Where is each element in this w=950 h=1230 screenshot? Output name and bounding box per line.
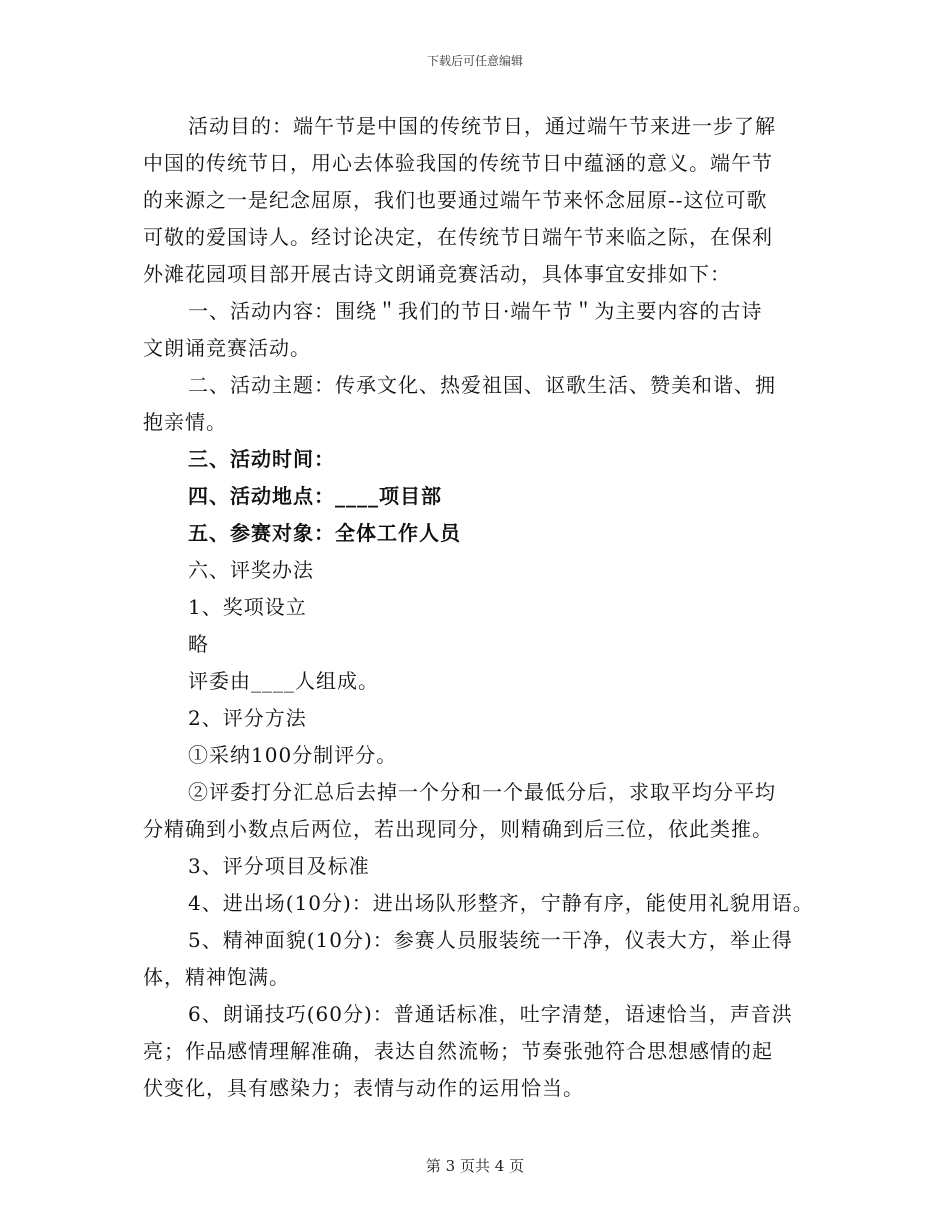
page-header: 下载后可任意编辑 [426, 54, 523, 68]
text-line: 三、活动时间： [188, 447, 335, 471]
text-line: 伏变化，具有感染力；表情与动作的运用恰当。 [143, 1076, 584, 1100]
text-line: 五、参赛对象：全体工作人员 [188, 521, 461, 545]
text-line: 亮；作品感情理解准确，表达自然流畅；节奏张弛符合思想感情的起 [143, 1039, 773, 1063]
text-line: 5、精神面貌(10分)：参赛人员服装统一干净，仪表大方，举止得 [188, 928, 793, 952]
text-line: ①采纳100分制评分。 [188, 743, 398, 767]
text-line: 体，精神饱满。 [143, 965, 290, 989]
text-line: ②评委打分汇总后去掉一个分和一个最低分后，求取平均分平均 [188, 780, 776, 804]
text-line: 可敬的爱国诗人。经讨论决定，在传统节日端午节来临之际，在保利 [143, 225, 773, 249]
text-line: 活动目的：端午节是中国的传统节日，通过端午节来进一步了解 [188, 114, 776, 138]
text-line: 的来源之一是纪念屈原，我们也要通过端午节来怀念屈原--这位可歌 [143, 188, 768, 212]
text-line: 分精确到小数点后两位，若出现同分，则精确到后三位，依此类推。 [143, 817, 773, 841]
text-line: 6、朗诵技巧(60分)：普通话标准，吐字清楚，语速恰当，声音洪 [188, 1002, 793, 1026]
text-line: 二、活动主题：传承文化、热爱祖国、讴歌生活、赞美和谐、拥 [188, 373, 776, 397]
text-line: 文朗诵竞赛活动。 [143, 336, 311, 360]
text-line: 外滩花园项目部开展古诗文朗诵竞赛活动，具体事宜安排如下： [143, 262, 731, 286]
document-body [143, 108, 814, 1107]
text-line: 略 [188, 632, 209, 656]
text-line: 3、评分项目及标准 [188, 854, 370, 878]
text-line: 四、活动地点：____项目部 [188, 484, 442, 508]
text-line: 一、活动内容：围绕＂我们的节日·端午节＂为主要内容的古诗 [188, 299, 763, 323]
text-line: 抱亲情。 [143, 410, 227, 434]
text-line: 中国的传统节日，用心去体验我国的传统节日中蕴涵的意义。端午节 [143, 151, 773, 175]
text-line: 2、评分方法 [188, 706, 307, 730]
text-line: 评委由____人组成。 [188, 669, 379, 693]
text-line: 1、奖项设立 [188, 595, 307, 619]
page-footer: 第 3 页共 4 页 [425, 1157, 525, 1175]
text-line: 六、评奖办法 [188, 558, 314, 582]
text-line: 4、进出场(10分)：进出场队形整齐，宁静有序，能使用礼貌用语。 [188, 891, 814, 915]
